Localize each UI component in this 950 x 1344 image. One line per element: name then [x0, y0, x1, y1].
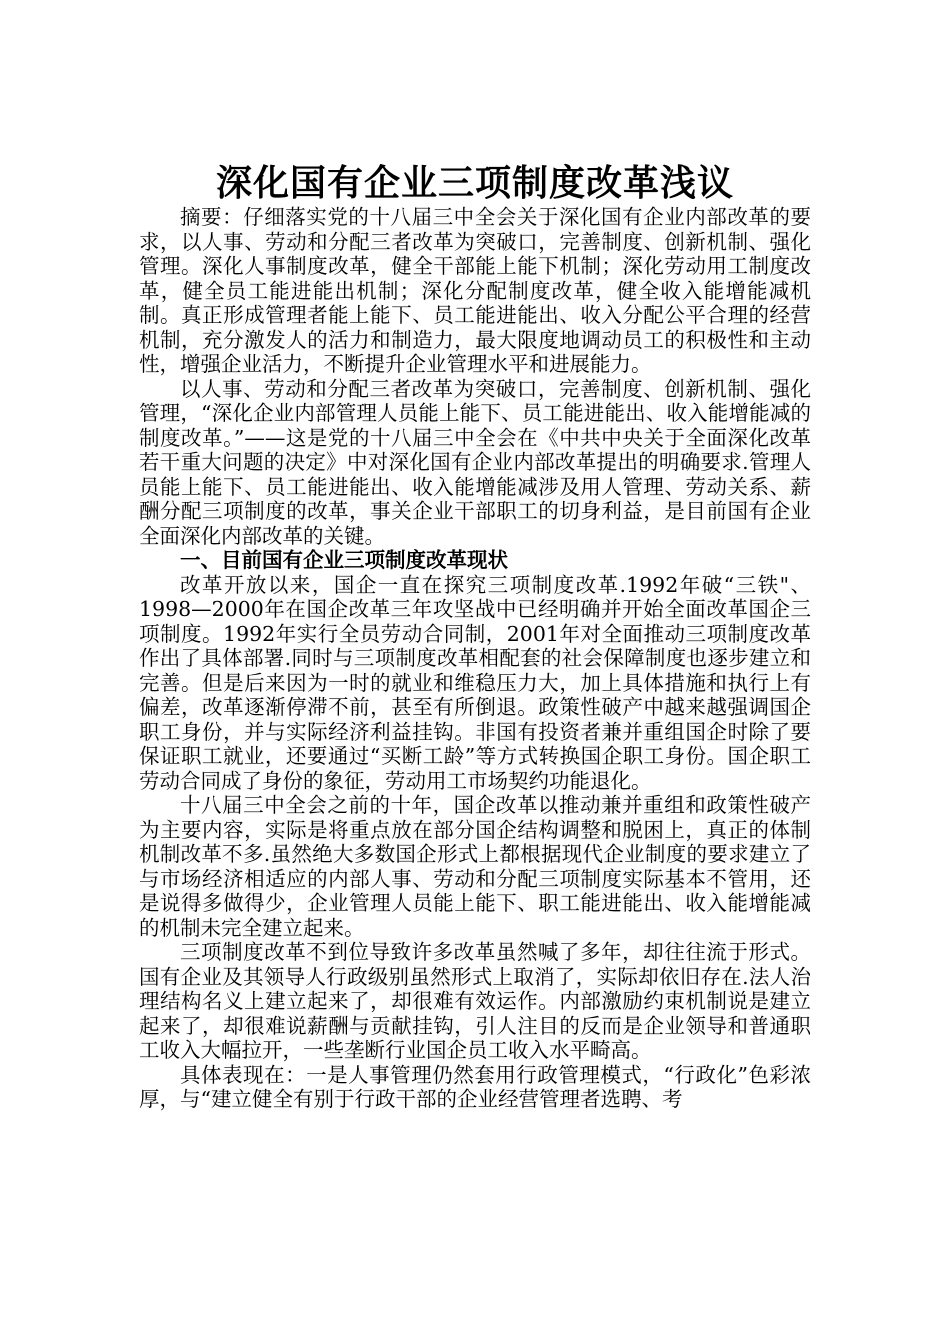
body-paragraph: 三项制度改革不到位导致许多改革虽然喊了多年，却往往流于形式。国有企业及其领导人行政级别虽然形式上取消了，实际却依旧存在.法人治理结构名义上建立起来了，却很难有效运作。内部激励约束机制说是建立起来了，却很难说薪酬与贡献挂钩，引人注目的反而是企业领导和普通职工收入大幅拉开，一些垄断行业国企员工收入水平畸高。: [139, 940, 811, 1062]
body-paragraph: 具体表现在：一是人事管理仍然套用行政管理模式，“行政化”色彩浓厚，与“建立健全有别于行政干部的企业经营管理者选聘、考: [139, 1062, 811, 1111]
document-title: 深化国有企业三项制度改革浅议: [215, 163, 734, 204]
body-paragraph: 改革开放以来，国企一直在探究三项制度改革.1992年破“三铁"、1998—2000年在国企改革三年攻坚战中已经明确并开始全面改革国企三项制度。1992年实行全员劳动合同制，2001年对全面推动三项制度改革作出了具体部署.同时与三项制度改革相配套的社会保障制度也逐步建立和完善。但是后来因为一时的就业和维稳压力大，加上具体措施和执行上有偏差，改革逐渐停滞不前，甚至有所倒退。政策性破产中越来越强调国企职工身份，并与实际经济利益挂钩。非国有投资者兼并重组国企时除了要保证职工就业，还要通过“买断工龄”等方式转换国企职工身份。国企职工劳动合同成了身份的象征，劳动用工市场契约功能退化。: [139, 572, 811, 793]
body-paragraph: 十八届三中全会之前的十年，国企改革以推动兼并重组和政策性破产为主要内容，实际是将重点放在部分国企结构调整和脱困上，真正的体制机制改革不多.虽然绝大多数国企形式上都根据现代企业制度的要求建立了与市场经济相适应的内部人事、劳动和分配三项制度实际基本不管用，还是说得多做得少，企业管理人员能上能下、职工能进能出、收入能增能减的机制未完全建立起来。: [139, 793, 811, 940]
document-body: [139, 205, 811, 1112]
abstract-paragraph: 摘要：仔细落实党的十八届三中全会关于深化国有企业内部改革的要求，以人事、劳动和分配三者改革为突破口，完善制度、创新机制、强化管理。深化人事制度改革，健全干部能上能下机制；深化劳动用工制度改革，健全员工能进能出机制；深化分配制度改革，健全收入能增能减机制。真正形成管理者能上能下、员工能进能出、收入分配公平合理的经营机制，充分激发人的活力和制造力，最大限度地调动员工的积极性和主动性，增强企业活力，不断提升企业管理水平和进展能力。: [139, 205, 811, 376]
intro-paragraph: 以人事、劳动和分配三者改革为突破口，完善制度、创新机制、强化管理，“深化企业内部管理人员能上能下、员工能进能出、收入能增能减的制度改革。”——这是党的十八届三中全会在《中共中央关于全面深化改革若干重大问题的决定》中对深化国有企业内部改革提出的明确要求.管理人员能上能下、员工能进能出、收入能增能减涉及用人管理、劳动关系、薪酬分配三项制度的改革，事关企业干部职工的切身利益，是目前国有企业全面深化内部改革的关键。: [139, 376, 811, 548]
section-heading: 一、目前国有企业三项制度改革现状: [180, 548, 508, 572]
